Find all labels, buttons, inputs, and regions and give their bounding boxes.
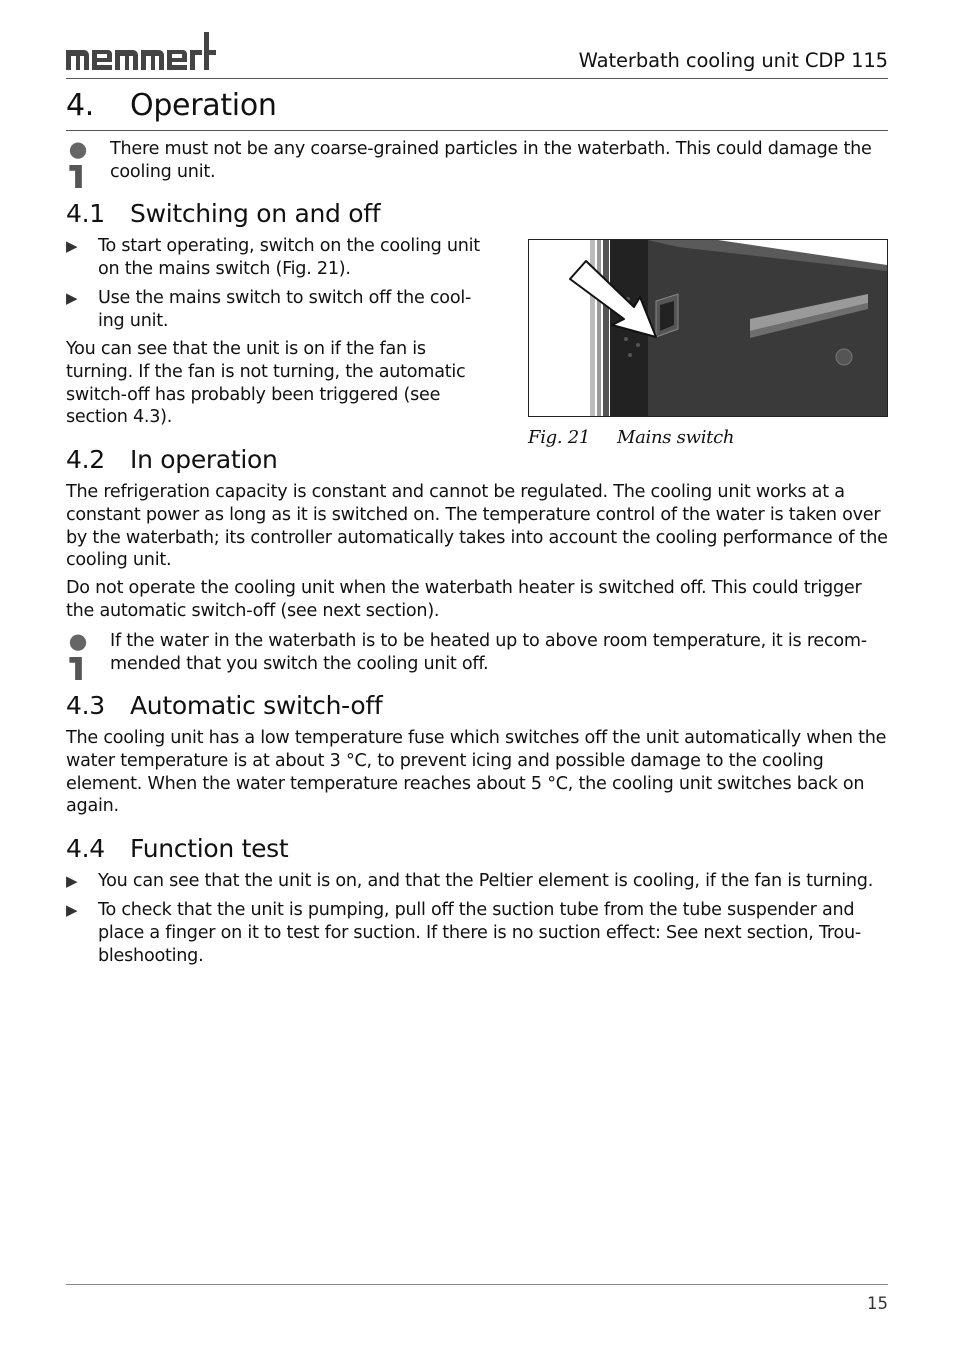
memmert-logo [66, 32, 216, 72]
page-number: 15 [867, 1294, 888, 1313]
note-room-temperature: If the water in the waterbath is to be heated up to above room temperature, it is recom- mended that you switch the cooling unit off. [110, 631, 867, 674]
header-rule [66, 78, 888, 79]
chapter-heading: Operation [130, 88, 277, 123]
chapter-title [66, 88, 277, 123]
section-4-3-paragraph: The cooling unit has a low temperature fuse which switches off the unit automatically when the water temperature is at about 3 °C, to prevent icing and possible damage to the cooling element. When the water temperature reaches about 5 °C, the cooling unit switches back on again. [66, 728, 887, 817]
section-4-1-paragraph: You can see that the unit is on if the fan is turning. If the fan is not turning, the automatic switch-off has probably been triggered (see section 4.3). [66, 339, 466, 428]
figure-caption [528, 427, 734, 448]
note-coarse-particles: There must not be any coarse-grained particles in the waterbath. This could damage the cooling unit. [110, 139, 872, 182]
info-icon [68, 142, 88, 188]
section-4-3-title: 4.3 Automatic switch-off [66, 691, 383, 720]
section-4-2-title: 4.2 In operation [66, 445, 278, 474]
chapter-number: 4. [66, 88, 95, 123]
section-4-2-paragraph-1: The refrigeration capacity is constant and cannot be regulated. The cooling unit works at a constant power as long as it is switched on. The temperature control of the water is taken over by the waterbath; its controller automatically takes into account the cooling performance of the cooling unit. [66, 482, 888, 571]
section-4-2-paragraph-2: Do not operate the cooling unit when the waterbath heater is switched off. This could trigger the automatic switch-off (see next section). [66, 578, 862, 621]
document-title: Waterbath cooling unit CDP 115 [578, 49, 888, 72]
figure-caption-text: Mains switch [617, 427, 735, 448]
footer-rule [66, 1284, 888, 1285]
mains-switch-figure [528, 239, 888, 417]
bullet-arrow-icon: ▶ [66, 289, 78, 307]
bullet-arrow-icon: ▶ [66, 901, 78, 919]
bullet-arrow-icon: ▶ [66, 237, 78, 255]
info-icon [68, 634, 88, 680]
figure-label: Fig. 21 [528, 427, 591, 448]
section-4-4-title: 4.4 Function test [66, 834, 289, 863]
chapter-rule [66, 130, 888, 131]
bullet-arrow-icon: ▶ [66, 872, 78, 890]
section-4-1-title: 4.1 Switching on and off [66, 199, 381, 228]
